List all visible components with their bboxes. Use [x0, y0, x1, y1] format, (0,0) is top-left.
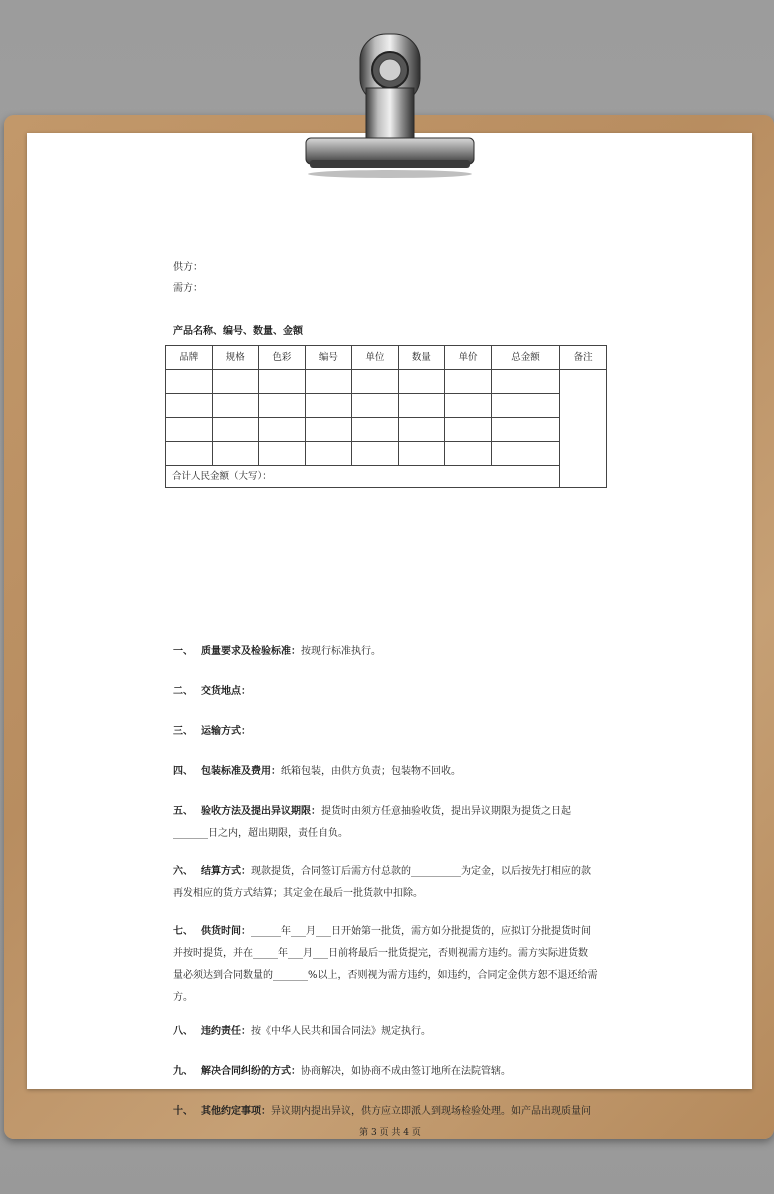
col-unit: 单位	[352, 346, 399, 370]
section-line	[173, 987, 607, 1009]
section-line	[173, 681, 607, 703]
table-title: 产品名称、编号、数量、金额	[173, 326, 303, 337]
contract-section	[173, 1061, 607, 1083]
section-number: 三、	[173, 726, 193, 737]
section-heading: 解决合同纠纷的方式：	[201, 1066, 301, 1077]
section-heading: 质量要求及检验标准：	[201, 646, 301, 657]
binder-clip-icon	[300, 26, 480, 178]
product-table	[165, 345, 607, 488]
section-line	[173, 761, 607, 783]
section-number: 七、	[173, 926, 193, 937]
section-number: 四、	[173, 766, 193, 777]
table-row	[166, 418, 607, 442]
section-text: 协商解决，如协商不成由签订地所在法院管辖。	[301, 1066, 511, 1077]
contract-section	[173, 721, 607, 743]
section-heading: 交货地点：	[201, 686, 251, 697]
contract-section	[173, 921, 607, 1009]
contract-section	[173, 1021, 607, 1043]
section-text: 方。	[173, 992, 193, 1003]
section-heading: 结算方式：	[201, 866, 251, 877]
section-line	[173, 1061, 607, 1083]
section-line	[173, 801, 607, 823]
table-row	[166, 394, 607, 418]
document-page	[27, 133, 752, 1138]
section-text: 提货时由须方任意抽验收货，提出异议期限为提货之日起	[321, 806, 571, 817]
section-line	[173, 823, 607, 845]
contract-section	[173, 1101, 607, 1123]
section-heading: 包装标准及费用：	[201, 766, 281, 777]
section-text: ______年___月___日开始第一批货，需方如分批提货的，应拟订分批提货时间	[251, 926, 591, 937]
section-line	[173, 1101, 607, 1123]
section-heading: 供货时间：	[201, 926, 251, 937]
contract-section	[173, 801, 607, 845]
remarks-cell	[560, 370, 607, 488]
section-number: 二、	[173, 686, 193, 697]
section-text: 再发相应的货方式结算；其定金在最后一批货款中扣除。	[173, 888, 423, 899]
section-line	[173, 921, 607, 943]
section-number: 一、	[173, 646, 193, 657]
contract-section	[173, 761, 607, 783]
section-line	[173, 943, 607, 965]
section-number: 六、	[173, 866, 193, 877]
section-text: 纸箱包装，由供方负责；包装物不回收。	[281, 766, 461, 777]
section-text: _______日之内，超出期限，责任自负。	[173, 828, 348, 839]
section-line	[173, 861, 607, 883]
section-line	[173, 883, 607, 905]
section-number: 五、	[173, 806, 193, 817]
col-brand: 品牌	[166, 346, 213, 370]
section-heading: 其他约定事项：	[201, 1106, 271, 1117]
section-text: 量必须达到合同数量的_______%以上，否则视为需方违约，如违约，合同定金供方恕不退还给需	[173, 970, 598, 981]
section-line	[173, 721, 607, 743]
contract-section	[173, 681, 607, 703]
col-unit-price: 单价	[445, 346, 492, 370]
col-spec: 规格	[212, 346, 259, 370]
col-total-amount: 总金额	[491, 346, 560, 370]
section-text: 异议期内提出异议，供方应立即派人到现场检验处理。如产品出现质量问	[271, 1106, 591, 1117]
section-line	[173, 1021, 607, 1043]
contract-section	[173, 861, 607, 905]
buyer-label: 需方：	[173, 283, 203, 294]
col-quantity: 数量	[398, 346, 445, 370]
section-text: 并按时提货，并在_____年___月___日前将最后一批货提完，否则视需方违约。需方实际进货数	[173, 948, 588, 959]
col-remarks: 备注	[560, 346, 607, 370]
section-number: 十、	[173, 1106, 193, 1117]
supplier-label: 供方：	[173, 262, 203, 273]
total-amount-label: 合计人民金额（大写）：	[166, 466, 560, 488]
table-row	[166, 370, 607, 394]
page-number: 第 3 页 共 4 页	[359, 1128, 421, 1138]
section-number: 八、	[173, 1026, 193, 1037]
section-heading: 运输方式：	[201, 726, 251, 737]
section-text: 按《中华人民共和国合同法》规定执行。	[251, 1026, 431, 1037]
col-code: 编号	[305, 346, 352, 370]
total-row	[166, 466, 607, 488]
section-text: 按现行标准执行。	[301, 646, 381, 657]
section-line	[173, 641, 607, 663]
table-header-row	[166, 346, 607, 370]
section-text: 现款提货，合同签订后需方付总款的__________为定金，以后按先打相应的款	[251, 866, 591, 877]
table-row	[166, 442, 607, 466]
contract-section	[173, 641, 607, 663]
section-heading: 验收方法及提出异议期限：	[201, 806, 321, 817]
col-color: 色彩	[259, 346, 306, 370]
section-number: 九、	[173, 1066, 193, 1077]
section-heading: 违约责任：	[201, 1026, 251, 1037]
section-line	[173, 965, 607, 987]
